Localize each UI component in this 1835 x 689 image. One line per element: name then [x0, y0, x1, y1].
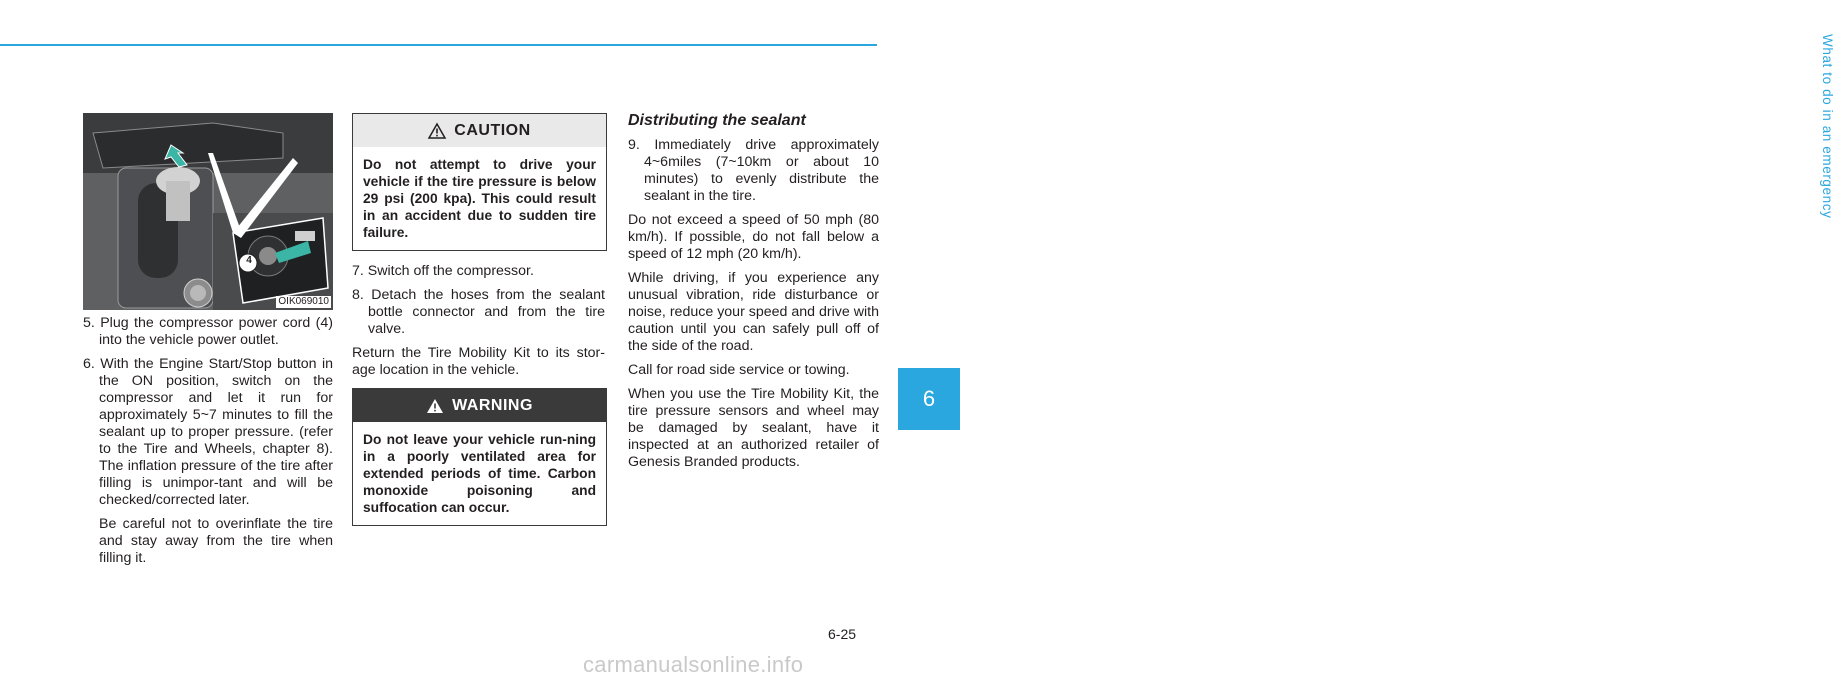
warning-box	[352, 388, 607, 526]
caution-body: Do not attempt to drive your vehicle if the tire pressure is below 29 psi (200 kpa). This could result in an accident due to sudden tire failure.	[363, 157, 596, 240]
middle-column	[352, 263, 605, 386]
warning-body: Do not leave your vehicle run-ning in a poorly ventilated area for extended periods of time. Carbon monoxide poisoning and suffocation can occur.	[363, 432, 596, 515]
callout-number: 4	[246, 255, 252, 266]
chapter-title: What to do in an emergency	[1820, 34, 1835, 219]
caution-header	[353, 114, 606, 147]
header-rule	[0, 44, 877, 46]
caution-title: CAUTION	[454, 121, 531, 139]
speed-paragraph: Do not exceed a speed of 50 mph (80 km/h). If possible, do not fall below a speed of 12 mph (20 km/h).	[628, 212, 879, 262]
figure-label: OIK069010	[278, 296, 329, 307]
caution-triangle-icon	[428, 123, 446, 139]
road-service-paragraph: Call for road side service or towing.	[628, 362, 850, 378]
step-8: 8. Detach the hoses from the sealant bottle connector and from the tire valve.	[352, 287, 605, 337]
page-number: 6-25	[828, 626, 857, 642]
console-illustration	[83, 113, 333, 310]
warning-header	[353, 389, 606, 422]
step-6: 6. With the Engine Start/Stop button in the ON position, switch on the compressor and let it run for approximately 5~7 minutes to fill the sealant up to proper pressure. (refer to the Tire and Wheels, chapter 8). The inflation pressure of the tire after filling is unimpor-tant and will be checked/corrected later.	[83, 356, 333, 508]
chapter-side-tab	[898, 0, 1835, 689]
warning-triangle-icon	[426, 398, 444, 414]
figure-photo	[83, 113, 333, 310]
chapter-number-badge	[898, 368, 960, 430]
watermark: carmanualsonline.info	[583, 652, 804, 677]
chapter-number: 6	[922, 386, 936, 411]
step-5: 5. Plug the compressor power cord (4) into the vehicle power outlet.	[83, 315, 333, 348]
right-column	[628, 112, 879, 478]
sensor-paragraph: When you use the Tire Mobility Kit, the tire pressure sensors and wheel may be damaged by sealant, have it inspected at an authorized retailer of Genesis Branded products.	[628, 386, 879, 470]
step-7: 7. Switch off the compressor.	[352, 263, 534, 279]
return-kit-text: Return the Tire Mobility Kit to its stor-age location in the vehicle.	[352, 345, 605, 378]
left-column	[83, 315, 333, 574]
caution-box	[352, 113, 607, 251]
section-title: Distributing the sealant	[628, 112, 806, 129]
warning-title: WARNING	[452, 396, 533, 414]
step-6-note: Be careful not to overinflate the tire and stay away from the tire when filling it.	[99, 516, 333, 566]
step-9: 9. Immediately drive approximately 4~6miles (7~10km or about 10 minutes) to evenly distribute the sealant in the tire.	[628, 137, 879, 204]
vibration-paragraph: While driving, if you experience any unusual vibration, ride disturbance or noise, reduce your speed and drive with caution until you can safely pull off of the side of the road.	[628, 270, 879, 354]
